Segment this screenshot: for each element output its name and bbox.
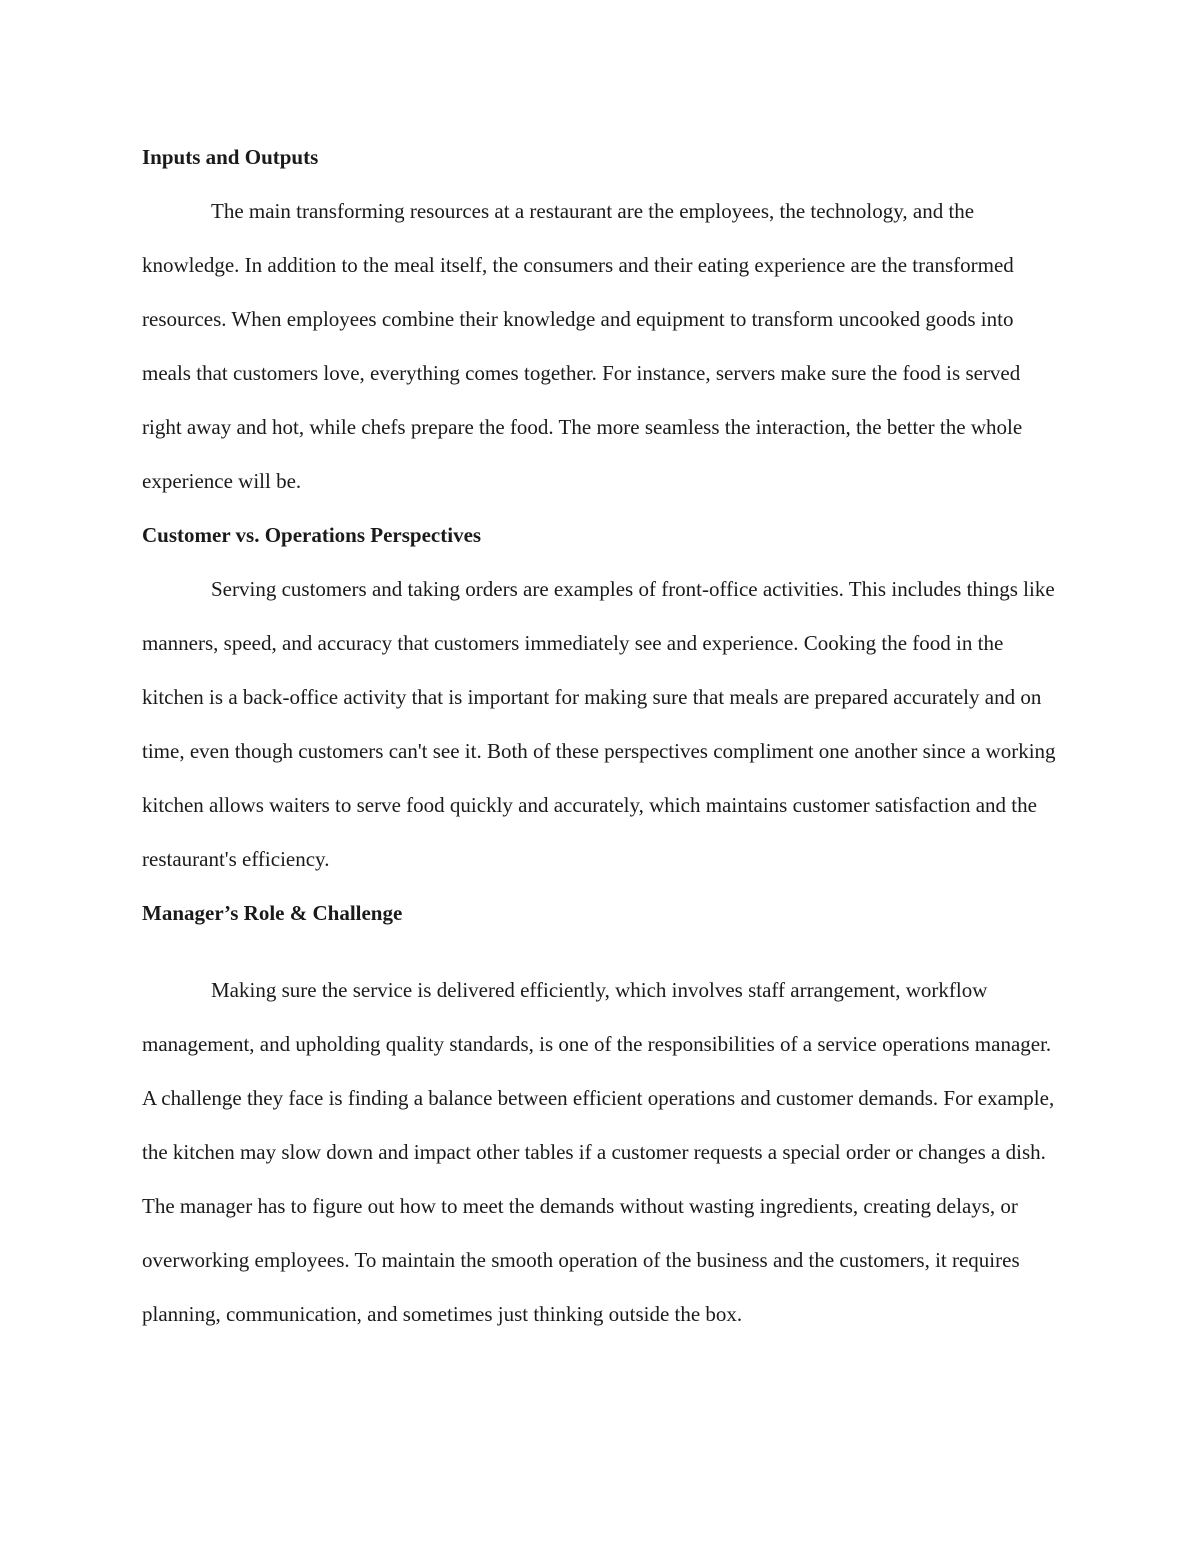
- section-paragraph-inputs-outputs: The main transforming resources at a restaurant are the employees, the technology, and the knowledge. In addition to the meal itself, the consumers and their eating experience are the transformed resources. When employees combine their knowledge and equipment to transform uncooked goods into meals that customers love, everything comes together. For instance, servers make sure the food is served right away and hot, while chefs prepare the food. The more seamless the interaction, the better the whole experience will be.: [142, 199, 1023, 493]
- document-page: [142, 130, 1062, 1341]
- section-paragraph-customer-operations: Serving customers and taking orders are examples of front-office activities. This includes things like manners, speed, and accuracy that customers immediately see and experience. Cooking the food in the kitchen is a back-office activity that is important for making sure that meals are prepared accurately and on time, even though customers can't see it. Both of these perspectives compliment one another since a working kitchen allows waiters to serve food quickly and accurately, which maintains customer satisfaction and the restaurant's efficiency.: [142, 577, 1056, 871]
- section-heading-customer-operations: Customer vs. Operations Perspectives: [142, 523, 482, 547]
- section-heading-manager-role: Manager’s Role & Challenge: [142, 901, 403, 925]
- section-heading-inputs-outputs: Inputs and Outputs: [142, 145, 319, 169]
- section-paragraph-manager-role: Making sure the service is delivered efficiently, which involves staff arrangement, workflow management, and upholding quality standards, is one of the responsibilities of a service operations manager. A challenge they face is finding a balance between efficient operations and customer demands. For example, the kitchen may slow down and impact other tables if a customer requests a special order or changes a dish. The manager has to figure out how to meet the demands without wasting ingredients, creating delays, or overworking employees. To maintain the smooth operation of the business and the customers, it requires planning, communication, and sometimes just thinking outside the box.: [142, 978, 1055, 1326]
- section-spacer: [142, 940, 1062, 963]
